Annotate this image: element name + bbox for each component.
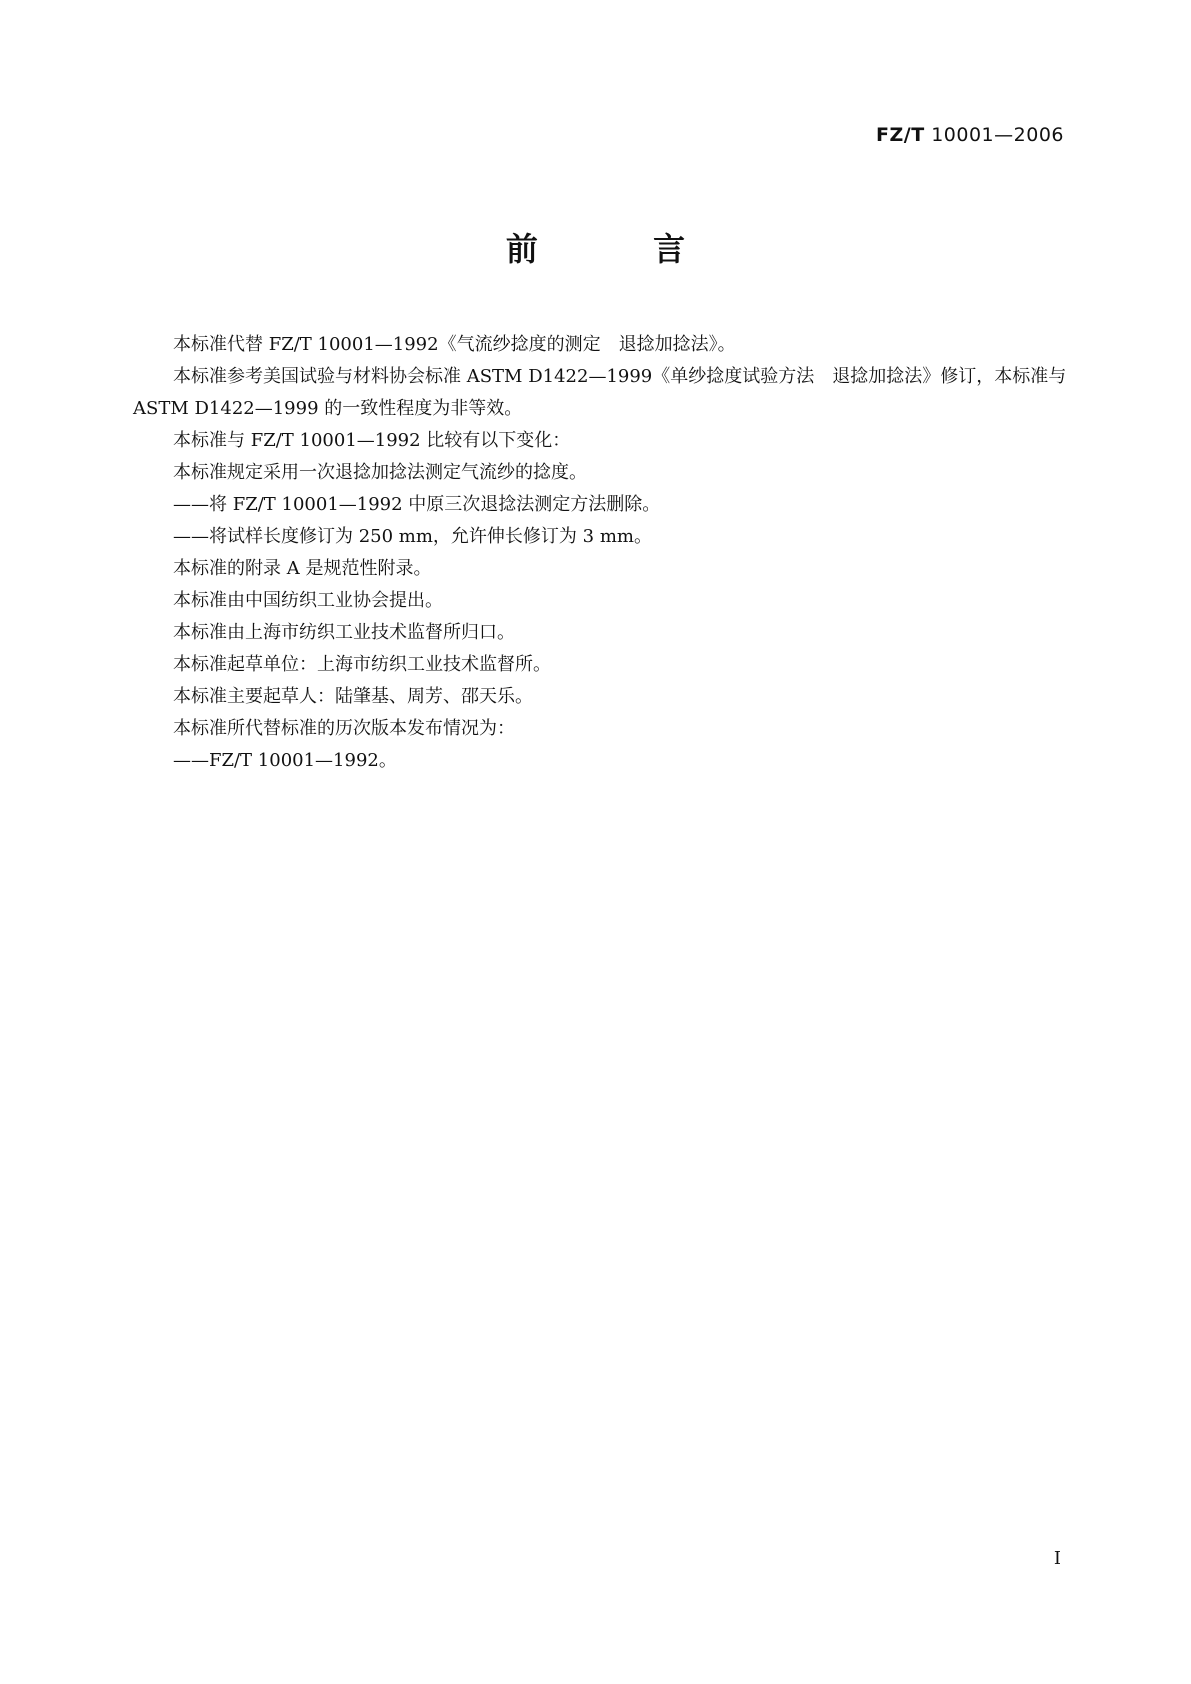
standard-code-number: 10001—2006 — [924, 124, 1064, 146]
paragraph-history-intro: 本标准所代替标准的历次版本发布情况为： — [173, 718, 515, 739]
paragraph-drafters: 本标准主要起草人：陆肇基、周芳、邵天乐。 — [173, 686, 533, 707]
paragraph-history-item: ——FZ/T 10001—1992。 — [173, 750, 397, 771]
standard-code — [876, 124, 1064, 146]
paragraph-change-length: ——将试样长度修订为 250 mm，允许伸长修订为 3 mm。 — [173, 526, 652, 547]
standard-code-prefix: FZ/T — [876, 124, 925, 146]
paragraph-drafting-unit: 本标准起草单位：上海市纺织工业技术监督所。 — [173, 654, 551, 675]
paragraph-centralized-by: 本标准由上海市纺织工业技术监督所归口。 — [173, 622, 515, 643]
page-title: 前 言 — [505, 230, 738, 268]
paragraph-reference: 本标准参考美国试验与材料协会标准 ASTM D1422—1999《单纱捻度试验方法 退捻加捻法》修订，本标准与 ASTM D1422—1999 的一致性程度为非等效。 — [133, 366, 1067, 419]
paragraph-proposed-by: 本标准由中国纺织工业协会提出。 — [173, 590, 443, 611]
paragraph-changes-intro: 本标准与 FZ/T 10001—1992 比较有以下变化： — [173, 430, 571, 451]
page-number: I — [1053, 1548, 1061, 1569]
foreword-body — [133, 329, 1068, 777]
paragraph-change-method: 本标准规定采用一次退捻加捻法测定气流纱的捻度。 — [173, 462, 587, 483]
paragraph-appendix: 本标准的附录 A 是规范性附录。 — [173, 558, 432, 579]
paragraph-replaces: 本标准代替 FZ/T 10001—1992《气流纱捻度的测定 退捻加捻法》。 — [173, 334, 736, 355]
paragraph-change-deleted: ——将 FZ/T 10001—1992 中原三次退捻法测定方法删除。 — [173, 494, 661, 515]
